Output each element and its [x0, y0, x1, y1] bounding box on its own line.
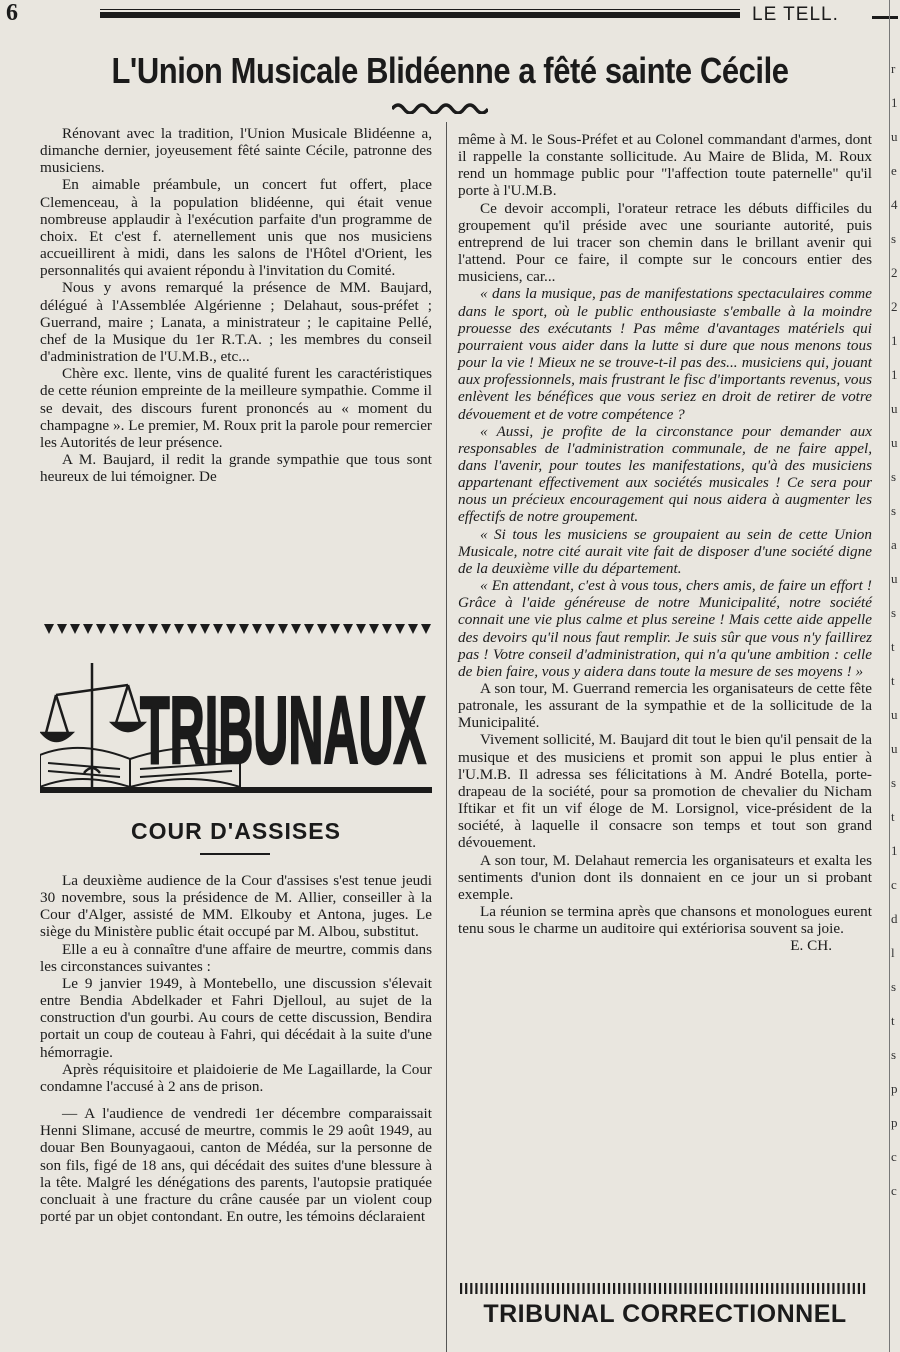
- triangle-ornament: [200, 624, 210, 634]
- hatch-mark: [730, 1283, 732, 1294]
- hatch-mark: [674, 1283, 676, 1294]
- triangle-ornament: [96, 624, 106, 634]
- edge-letter: 1: [891, 843, 898, 858]
- edge-letter: u: [891, 571, 898, 586]
- hatch-mark: [491, 1283, 493, 1294]
- hatch-mark: [593, 1283, 595, 1294]
- hatch-mark: [557, 1283, 559, 1294]
- hatch-mark: [470, 1283, 472, 1294]
- edge-letter: u: [891, 741, 898, 756]
- hatch-mark: [465, 1283, 467, 1294]
- banner-base-bar: [40, 787, 432, 793]
- edge-letter: c: [891, 1183, 897, 1198]
- article-paragraph: Le 9 janvier 1949, à Montebello, une discussion s'élevait entre Bendia Abdelkader et Fahri Djelloul, au sujet de la construction d'un gourbi. Au cours de cette discussion, Bendira portait un coup de couteau à Fahri, qui décédait à la suite d'une hémorragie.: [40, 974, 432, 1061]
- triangle-ornament: [226, 624, 236, 634]
- edge-letter: s: [891, 605, 897, 620]
- triangle-ornament: [187, 624, 197, 634]
- triangle-ornament: [239, 624, 249, 634]
- hatch-mark: [858, 1283, 860, 1294]
- edge-letter: t: [891, 1013, 895, 1028]
- edge-letter: l: [891, 945, 895, 960]
- article-paragraph: A son tour, M. Guerrand remercia les organisateurs de cette fête patronale, les assurant de la sympathie et de la sollicitude de la Municipalité.: [458, 680, 872, 732]
- hatch-mark: [537, 1283, 539, 1294]
- article-paragraph: même à M. le Sous-Préfet et au Colonel commandant d'armes, dont il rappelle la constante sollicitude. Au Maire de Blida, M. Roux rend un hommage public pour "l'affection toute paternelle" qu'il porte à l'U.M.B.: [458, 131, 872, 200]
- hatch-mark: [725, 1283, 727, 1294]
- edge-letter: 1: [891, 333, 898, 348]
- triangle-ornament: [369, 624, 379, 634]
- hatch-mark: [480, 1283, 482, 1294]
- journal-name: LE TELL.: [752, 4, 839, 25]
- quoted-paragraph: « En attendant, c'est à vous tous, chers amis, de faire un effort ! Grâce à l'aide généreuse de notre Municipalité, notre société connait une vie plus calme et plus sereine ! Mais cette aide appelle des devoirs qu'il nous faut remplir. Je suis sûr que vous n'y faillirez pas ! Votre conseil d'administration, qui n'a qu'une ambition : celle de bien faire, vous y aidera dans toute la mesure de ses moyens ! »: [458, 577, 872, 680]
- hatch-mark: [526, 1283, 528, 1294]
- article-paragraph: A M. Baujard, il redit la grande sympathie que tous sont heureux de lui témoigner. De: [40, 450, 432, 486]
- hatch-mark: [761, 1283, 763, 1294]
- triangle-ornament: [382, 624, 392, 634]
- hatch-mark: [562, 1283, 564, 1294]
- hatch-mark: [684, 1283, 686, 1294]
- hatch-mark: [807, 1283, 809, 1294]
- heading-rule: [200, 853, 270, 855]
- hatch-mark: [511, 1283, 513, 1294]
- hatch-mark: [531, 1283, 533, 1294]
- hatch-mark: [710, 1283, 712, 1294]
- triangle-ornament: [395, 624, 405, 634]
- hatch-mark: [812, 1283, 814, 1294]
- hatch-mark: [802, 1283, 804, 1294]
- edge-letter: p: [891, 1081, 898, 1096]
- article-paragraph: Elle a eu à connaître d'une affaire de meurtre, commis dans les circonstances suivantes :: [40, 940, 432, 975]
- article-paragraph: — A l'audience de vendredi 1er décembre comparaissait Henni Slimane, accusé de meurtre, commis le 29 août 1949, au douar Ben Bounyagaoui, canton de Médéa, sur la personne de son fils, figé de 18 ans, qui décédait des suites d'une blessure à la tête. Malgré les dénégations des parents, l'autopsie pratiquée concluait à une fracture du crâne causée par un violent coup porté par un objet contondant. En outre, les témoins déclaraient: [40, 1105, 432, 1225]
- triangle-ornament: [317, 624, 327, 634]
- hatch-mark: [786, 1283, 788, 1294]
- edge-letter: c: [891, 877, 897, 892]
- hatch-mark: [776, 1283, 778, 1294]
- edge-letter: 2: [891, 299, 898, 314]
- triangle-ornament: [83, 624, 93, 634]
- hatch-mark: [577, 1283, 579, 1294]
- column-divider: [446, 122, 447, 1352]
- hatch-mark: [695, 1283, 697, 1294]
- edge-letter: s: [891, 775, 897, 790]
- tribunaux-banner: [40, 655, 432, 795]
- triangle-ornament: [174, 624, 184, 634]
- hatch-mark: [567, 1283, 569, 1294]
- article-paragraph: Chère exc. llente, vins de qualité furent les caractéristiques de cette réunion empreinte de la meilleure sympathie. Comme il se devait, des discours furent prononcés au « moment du champagne ». Le premier, M. Roux prit la parole pour remercier les Autorités de leur présence.: [40, 365, 432, 451]
- hatch-mark: [628, 1283, 630, 1294]
- hatch-mark: [547, 1283, 549, 1294]
- hatch-mark: [690, 1283, 692, 1294]
- hatch-mark: [639, 1283, 641, 1294]
- tribunal-correctionnel-heading: TRIBUNAL CORRECTIONNEL: [483, 1300, 847, 1328]
- cour-assises-heading: COUR D'ASSISES: [131, 818, 341, 844]
- hatch-mark: [603, 1283, 605, 1294]
- hatch-mark: [486, 1283, 488, 1294]
- triangle-ornament: [330, 624, 340, 634]
- edge-letter: s: [891, 979, 897, 994]
- hatch-mark: [506, 1283, 508, 1294]
- edge-letter: u: [891, 401, 898, 416]
- hatch-mark: [792, 1283, 794, 1294]
- triangle-ornament: [291, 624, 301, 634]
- triangle-ornament: [109, 624, 119, 634]
- edge-letter: 4: [891, 197, 898, 212]
- article-paragraph: La réunion se termina après que chansons et monologues eurent tenu sous le charme un auditoire qui extériorisa souvent sa joie.: [458, 903, 872, 938]
- quoted-paragraph: « Aussi, je profite de la circonstance pour demander aux responsables de l'administration communale, de ne faire appel, dans l'avenir, pour toutes les manifestations, qu'à des musiciens appartenant effectivement aux sociétés musicales ! Ce sera pour nous un précieux encouragement qui nous aidera à augmenter les effectifs de notre groupement.: [458, 422, 872, 526]
- header-rule-thin: [100, 9, 740, 10]
- triangle-separator: [40, 620, 432, 638]
- hatch-mark: [664, 1283, 666, 1294]
- header-rule: [100, 12, 740, 18]
- hatch-mark: [817, 1283, 819, 1294]
- hatched-separator: [458, 1282, 872, 1296]
- triangle-ornament: [278, 624, 288, 634]
- hatch-mark: [460, 1283, 462, 1294]
- edge-letter: 1: [891, 95, 898, 110]
- quoted-paragraph: « dans la musique, pas de manifestations spectaculaires comme dans le sport, où le public enthousiaste s'emballe à la moindre prouesse des exécutants ! Pas même d'avantages matériels qui pourraient vous aider dans la lutte si dure que nous menons tous pour la vie ! Mieux ne se trouve-t-il pas des... musiciens qui, jouant aux professionnels, mais frustrant le fisc d'importants revenus, vous enlèvent les bénéfices que vous seriez en droit de retirer de votre dévouement et de votre compétence ?: [458, 285, 872, 423]
- triangle-ornament: [213, 624, 223, 634]
- edge-letter: c: [891, 1149, 897, 1164]
- edge-letter: a: [891, 537, 897, 552]
- hatch-mark: [720, 1283, 722, 1294]
- hatch-mark: [588, 1283, 590, 1294]
- triangle-ornament: [161, 624, 171, 634]
- article-paragraph: La deuxième audience de la Cour d'assises s'est tenue jeudi 30 novembre, sous la présidence de M. Allier, conseiller à la Cour d'Alger, assisté de MM. Elkouby et Antona, juges. Le siège du Ministère public était occupé par M. Albou, substitut.: [40, 872, 432, 941]
- scales-of-justice-icon: [42, 663, 144, 787]
- triangle-ornament: [421, 624, 431, 634]
- hatch-mark: [848, 1283, 850, 1294]
- triangle-ornament: [356, 624, 366, 634]
- edge-letter: t: [891, 673, 895, 688]
- hatch-mark: [552, 1283, 554, 1294]
- article-title: L'Union Musicale Blidéenne a fêté sainte Cécile: [111, 50, 789, 91]
- hatch-mark: [751, 1283, 753, 1294]
- triangle-ornament: [408, 624, 418, 634]
- edge-letter: u: [891, 435, 898, 450]
- article-paragraph: Après réquisitoire et plaidoierie de Me Lagaillarde, la Cour condamne l'accusé à 2 ans de prison.: [40, 1060, 432, 1095]
- edge-letter: t: [891, 639, 895, 654]
- hatch-mark: [766, 1283, 768, 1294]
- triangle-ornament: [343, 624, 353, 634]
- hatch-mark: [613, 1283, 615, 1294]
- hatch-mark: [837, 1283, 839, 1294]
- hatch-mark: [608, 1283, 610, 1294]
- journal-dash: [872, 16, 898, 19]
- hatch-mark: [863, 1283, 865, 1294]
- edge-letter: 1: [891, 367, 898, 382]
- assises-article: [40, 872, 432, 1225]
- hatch-mark: [644, 1283, 646, 1294]
- hatch-mark: [572, 1283, 574, 1294]
- hatch-mark: [516, 1283, 518, 1294]
- edge-letter: p: [891, 1115, 898, 1130]
- hatch-mark: [679, 1283, 681, 1294]
- edge-letter: e: [891, 163, 897, 178]
- hatch-mark: [669, 1283, 671, 1294]
- hatch-mark: [853, 1283, 855, 1294]
- edge-letter: s: [891, 231, 897, 246]
- triangle-ornament: [265, 624, 275, 634]
- hatch-mark: [756, 1283, 758, 1294]
- triangle-ornament: [70, 624, 80, 634]
- hatch-mark: [705, 1283, 707, 1294]
- hatch-mark: [735, 1283, 737, 1294]
- hatch-mark: [827, 1283, 829, 1294]
- article-paragraph: En aimable préambule, un concert fut offert, place Clemenceau, à la population blidéenne, qui était venue nombreuse applaudir à l'exécution parfaite d'un programme de choix. Et c'est f. aternellement unis que nos musiciens accueillirent à midi, dans les salons de l'Hôtel d'Orient, les personnalités qui avaient répondu à l'invitation du Comité.: [40, 176, 432, 280]
- triangle-ornament: [148, 624, 158, 634]
- triangle-ornament: [135, 624, 145, 634]
- triangle-ornament: [304, 624, 314, 634]
- hatch-mark: [832, 1283, 834, 1294]
- triangle-ornament: [44, 624, 54, 634]
- hatch-mark: [542, 1283, 544, 1294]
- hatch-mark: [741, 1283, 743, 1294]
- hatch-mark: [746, 1283, 748, 1294]
- hatch-mark: [781, 1283, 783, 1294]
- hatch-mark: [822, 1283, 824, 1294]
- quoted-paragraph: « Si tous les musiciens se groupaient au sein de cette Union Musicale, notre cité aurait vite fait de disposer d'une société digne de la deuxième ville du département.: [458, 525, 872, 577]
- hatch-mark: [598, 1283, 600, 1294]
- hatch-mark: [654, 1283, 656, 1294]
- triangle-ornament: [57, 624, 67, 634]
- cropped-column-edge: [891, 60, 900, 1216]
- wave-ornament: [392, 100, 488, 114]
- right-article: [458, 131, 872, 955]
- hatch-mark: [582, 1283, 584, 1294]
- hatch-mark: [797, 1283, 799, 1294]
- hatch-mark: [715, 1283, 717, 1294]
- edge-letter: s: [891, 1047, 897, 1062]
- right-edge-divider: [889, 0, 890, 1352]
- hatch-mark: [843, 1283, 845, 1294]
- hatch-mark: [659, 1283, 661, 1294]
- edge-letter: s: [891, 503, 897, 518]
- edge-letter: s: [891, 469, 897, 484]
- hatch-mark: [633, 1283, 635, 1294]
- hatch-mark: [623, 1283, 625, 1294]
- hatch-mark: [649, 1283, 651, 1294]
- triangle-ornament: [252, 624, 262, 634]
- edge-letter: 2: [891, 265, 898, 280]
- hatch-mark: [501, 1283, 503, 1294]
- page-number: 6: [6, 0, 18, 26]
- edge-letter: u: [891, 707, 898, 722]
- hatch-mark: [496, 1283, 498, 1294]
- article-paragraph: A son tour, M. Delahaut remercia les organisateurs et exalta les sentiments d'union dont ils donnaient en ce jour un si probant exemple.: [458, 851, 872, 903]
- tribunaux-title: TRIBUNAUX: [140, 677, 426, 784]
- article-paragraph: Rénovant avec la tradition, l'Union Musicale Blidéenne a, dimanche dernier, joyeusement fêté sainte Cécile, patronne des musiciens.: [40, 125, 432, 177]
- left-article: [40, 125, 432, 485]
- edge-letter: d: [891, 911, 898, 926]
- article-paragraph: Ce devoir accompli, l'orateur retrace les débuts difficiles du groupement qu'il préside avec une souriante autorité, puis entreprend de lui tracer son chemin dans le brillant avenir qui l'attend. Pour ce faire, il compte sur le concours entier des musiciens, car...: [458, 199, 872, 286]
- article-paragraph: Nous y avons remarqué la présence de MM. Baujard, délégué à l'Assemblée Algérienne ; Delahaut, sous-préfet ; Guerrand, maire ; Lanata, a ministrateur ; le capitaine Pellé, chef de la Musique du 1er R.T.A. ; les membres du conseil d'administration de l'U.M.B., etc...: [40, 279, 432, 366]
- hatch-mark: [700, 1283, 702, 1294]
- hatch-mark: [618, 1283, 620, 1294]
- article-signature: E. CH.: [790, 937, 832, 955]
- hatch-mark: [521, 1283, 523, 1294]
- article-paragraph: Vivement sollicité, M. Baujard dit tout le bien qu'il pensait de la musique et des musiciens et promit son appui le plus entier à l'U.M.B. Il adressa ses félicitations à M. André Botella, porte-drapeau de la société, pour sa promotion de chevalier du Nicham Iftikar et fit un vif éloge de M. Lorsignol, vice-président de la société, à laquelle il consacre son temps et tout son grand dévouement.: [458, 731, 872, 852]
- hatch-mark: [771, 1283, 773, 1294]
- triangle-ornament: [122, 624, 132, 634]
- edge-letter: u: [891, 129, 898, 144]
- edge-letter: t: [891, 809, 895, 824]
- hatch-mark: [475, 1283, 477, 1294]
- edge-letter: r: [891, 61, 896, 76]
